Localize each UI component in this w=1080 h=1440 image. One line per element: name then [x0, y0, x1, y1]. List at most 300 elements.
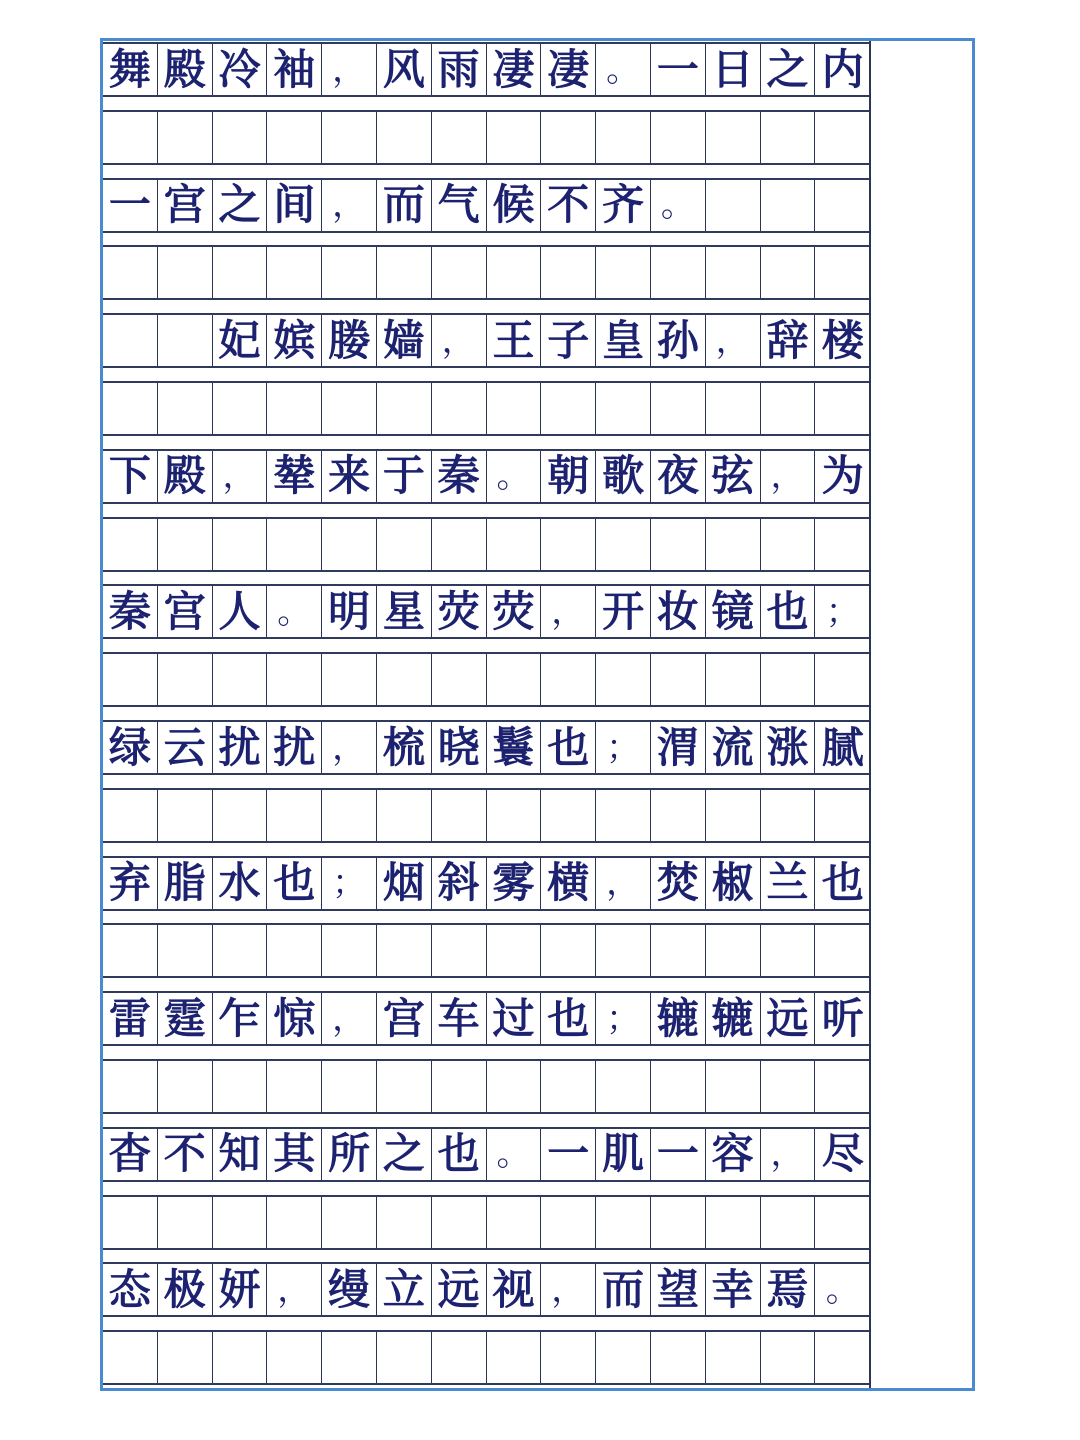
character-cell: 腻: [821, 722, 864, 772]
character-cell: 皇: [596, 315, 651, 366]
character-cell: 雾: [487, 858, 542, 909]
character-cell: 于: [377, 451, 432, 502]
blank-row: [103, 517, 871, 572]
empty-cell: [596, 383, 651, 434]
empty-cell: [158, 112, 213, 163]
empty-cell: [267, 1197, 322, 1248]
empty-cell: [267, 1332, 322, 1383]
character-cell: 嫔: [267, 315, 322, 366]
character-cell: 极: [158, 1264, 213, 1315]
character-cell: 绿: [103, 722, 158, 773]
character-cell: 烟: [377, 858, 432, 909]
character-cell: 凄: [541, 44, 596, 95]
text-row: [103, 1127, 871, 1182]
character-cell: 开: [596, 586, 651, 637]
empty-cell: [541, 112, 596, 163]
blank-row: [103, 245, 871, 300]
empty-cell: [213, 247, 268, 298]
empty-cell: [103, 112, 158, 163]
character-cell: 弃: [103, 858, 158, 909]
blank-row: [103, 923, 871, 978]
empty-cell: [432, 790, 487, 841]
empty-cell: [158, 1332, 213, 1383]
character-cell: 斜: [432, 858, 487, 909]
empty-cell: [377, 112, 432, 163]
character-cell: 齐: [596, 180, 651, 231]
empty-cell: [213, 112, 268, 163]
empty-cell: [103, 1332, 158, 1383]
empty-cell: [706, 925, 761, 976]
character-cell: 镜: [706, 586, 761, 637]
text-row: [103, 856, 871, 911]
blank-row: [103, 110, 871, 165]
character-cell: 凄: [487, 44, 542, 95]
empty-cell: [541, 383, 596, 434]
empty-cell: [541, 1061, 596, 1112]
empty-cell: [596, 247, 651, 298]
character-cell: 而: [596, 1264, 651, 1315]
empty-cell: [541, 519, 596, 570]
empty-cell: [651, 925, 706, 976]
empty-cell: [651, 247, 706, 298]
character-cell: 视: [487, 1264, 542, 1315]
character-grid: [103, 41, 871, 1388]
empty-cell: [815, 1061, 870, 1112]
empty-cell: [213, 1332, 268, 1383]
empty-cell: [377, 790, 432, 841]
text-row: [103, 1262, 871, 1317]
empty-cell: [432, 925, 487, 976]
empty-cell: [158, 654, 213, 705]
empty-cell: [487, 112, 542, 163]
empty-cell: [815, 180, 870, 231]
empty-cell: [158, 315, 213, 366]
empty-cell: [213, 790, 268, 841]
empty-cell: [213, 383, 268, 434]
empty-cell: [706, 180, 761, 231]
empty-cell: [322, 1061, 377, 1112]
empty-cell: [213, 654, 268, 705]
character-cell: 宫: [158, 180, 213, 231]
empty-cell: [487, 925, 542, 976]
character-cell: 孙: [651, 315, 706, 366]
character-cell: 气: [432, 180, 487, 231]
empty-cell: [541, 1332, 596, 1383]
character-cell: 惊: [267, 993, 322, 1044]
character-cell: 鬟: [487, 722, 542, 773]
blank-row: [103, 788, 871, 843]
empty-cell: [487, 790, 542, 841]
character-cell: 焉: [761, 1264, 816, 1315]
character-cell: 之: [213, 180, 268, 231]
empty-cell: [377, 1061, 432, 1112]
empty-cell: [322, 1332, 377, 1383]
empty-cell: [322, 790, 377, 841]
character-cell: 杳: [103, 1129, 158, 1180]
character-cell: 也: [541, 722, 596, 773]
character-cell: 一: [103, 180, 158, 231]
empty-cell: [487, 1197, 542, 1248]
empty-cell: [103, 247, 158, 298]
empty-cell: [761, 925, 816, 976]
empty-cell: [267, 1061, 322, 1112]
empty-cell: [487, 519, 542, 570]
character-cell: 辘: [706, 993, 761, 1044]
character-cell: 渭: [651, 722, 706, 773]
character-cell: 间: [267, 180, 322, 231]
punctuation-cell: 。: [651, 180, 706, 231]
character-cell: 一: [541, 1129, 596, 1180]
character-cell: 宫: [158, 586, 213, 637]
empty-cell: [651, 654, 706, 705]
punctuation-cell: 。: [825, 1269, 860, 1310]
character-cell: 椒: [706, 858, 761, 909]
empty-cell: [815, 519, 870, 570]
empty-cell: [158, 1061, 213, 1112]
empty-cell: [596, 1332, 651, 1383]
character-cell: 容: [706, 1129, 761, 1180]
punctuation-cell: ，: [213, 451, 268, 502]
empty-cell: [432, 1061, 487, 1112]
text-row: [103, 313, 871, 368]
character-cell: 态: [103, 1264, 158, 1315]
character-cell: 妃: [213, 315, 268, 366]
punctuation-cell: ；: [596, 993, 651, 1044]
character-cell: 晓: [432, 722, 487, 773]
empty-cell: [815, 1332, 870, 1383]
empty-cell: [158, 519, 213, 570]
character-cell: 星: [377, 586, 432, 637]
punctuation-cell: ，: [322, 180, 377, 231]
empty-cell: [596, 112, 651, 163]
empty-cell: [651, 519, 706, 570]
punctuation-cell: 。: [596, 44, 651, 95]
blank-row: [103, 1330, 871, 1385]
empty-cell: [706, 654, 761, 705]
blank-row: [103, 1059, 871, 1114]
empty-cell: [761, 790, 816, 841]
empty-cell: [815, 654, 870, 705]
empty-cell: [596, 925, 651, 976]
character-cell: 夜: [651, 451, 706, 502]
character-cell: 风: [377, 44, 432, 95]
character-cell: 兰: [761, 858, 816, 909]
character-cell: 之: [761, 44, 816, 95]
character-cell: 霆: [158, 993, 213, 1044]
character-cell: 不: [158, 1129, 213, 1180]
blank-row: [103, 381, 871, 436]
character-cell: 也: [267, 858, 322, 909]
empty-cell: [487, 654, 542, 705]
empty-cell: [432, 654, 487, 705]
empty-cell: [103, 1061, 158, 1112]
empty-cell: [706, 1332, 761, 1383]
empty-cell: [815, 925, 870, 976]
empty-cell: [377, 247, 432, 298]
empty-cell: [596, 1197, 651, 1248]
punctuation-cell: 。: [487, 451, 542, 502]
character-cell: 焚: [651, 858, 706, 909]
empty-cell: [761, 654, 816, 705]
punctuation-cell: 。: [267, 586, 322, 637]
character-cell: 内: [821, 44, 864, 94]
punctuation-cell: ，: [322, 44, 377, 95]
text-row: [103, 991, 871, 1046]
punctuation-cell: ，: [541, 1264, 596, 1315]
character-cell: 候: [487, 180, 542, 231]
text-row: [103, 178, 871, 233]
punctuation-cell: ，: [322, 722, 377, 773]
character-cell: 明: [322, 586, 377, 637]
empty-cell: [213, 1197, 268, 1248]
empty-cell: [377, 925, 432, 976]
empty-cell: [322, 925, 377, 976]
character-cell: 望: [651, 1264, 706, 1315]
character-cell: 妍: [213, 1264, 268, 1315]
punctuation-cell: 。: [487, 1129, 542, 1180]
empty-cell: [596, 519, 651, 570]
empty-cell: [322, 1197, 377, 1248]
character-cell: 宫: [377, 993, 432, 1044]
empty-cell: [596, 654, 651, 705]
empty-cell: [103, 925, 158, 976]
empty-cell: [541, 654, 596, 705]
character-cell: 人: [213, 586, 268, 637]
punctuation-cell: ，: [761, 451, 816, 502]
empty-cell: [651, 1197, 706, 1248]
punctuation-cell: ；: [596, 722, 651, 773]
character-cell: 媵: [322, 315, 377, 366]
character-cell: 幸: [706, 1264, 761, 1315]
empty-cell: [377, 654, 432, 705]
empty-cell: [541, 247, 596, 298]
punctuation-cell: ，: [761, 1129, 816, 1180]
character-cell: 王: [487, 315, 542, 366]
empty-cell: [267, 519, 322, 570]
character-cell: 子: [541, 315, 596, 366]
empty-cell: [322, 383, 377, 434]
empty-cell: [213, 519, 268, 570]
character-cell: 朝: [541, 451, 596, 502]
empty-cell: [761, 1197, 816, 1248]
character-cell: 歌: [596, 451, 651, 502]
empty-cell: [815, 383, 870, 434]
empty-cell: [267, 790, 322, 841]
character-cell: 远: [761, 993, 816, 1044]
empty-cell: [322, 247, 377, 298]
character-cell: 辘: [651, 993, 706, 1044]
character-cell: 梳: [377, 722, 432, 773]
empty-cell: [487, 1061, 542, 1112]
character-cell: 所: [322, 1129, 377, 1180]
empty-cell: [761, 519, 816, 570]
empty-cell: [103, 519, 158, 570]
character-cell: 荧: [432, 586, 487, 637]
character-cell: 殿: [158, 451, 213, 502]
empty-cell: [706, 112, 761, 163]
empty-cell: [596, 790, 651, 841]
character-cell: 秦: [103, 586, 158, 637]
character-cell: 肌: [596, 1129, 651, 1180]
empty-cell: [432, 247, 487, 298]
empty-cell: [651, 112, 706, 163]
empty-cell: [267, 654, 322, 705]
empty-cell: [761, 1332, 816, 1383]
character-cell: 缦: [322, 1264, 377, 1315]
empty-cell: [267, 112, 322, 163]
character-cell: 雷: [103, 993, 158, 1044]
empty-cell: [432, 112, 487, 163]
character-cell: 辞: [761, 315, 816, 366]
character-cell: 横: [541, 858, 596, 909]
text-row: [103, 584, 871, 639]
empty-cell: [158, 383, 213, 434]
character-cell: 舞: [103, 44, 158, 95]
blank-row: [103, 1195, 871, 1250]
empty-cell: [487, 247, 542, 298]
empty-cell: [432, 383, 487, 434]
character-cell: 弦: [706, 451, 761, 502]
character-cell: 之: [377, 1129, 432, 1180]
text-row: [103, 42, 871, 97]
punctuation-cell: ，: [267, 1264, 322, 1315]
character-cell: 扰: [267, 722, 322, 773]
character-cell: 扰: [213, 722, 268, 773]
empty-cell: [377, 1197, 432, 1248]
empty-cell: [761, 247, 816, 298]
empty-cell: [541, 1197, 596, 1248]
character-cell: 涨: [761, 722, 816, 773]
empty-cell: [651, 1061, 706, 1112]
character-cell: 来: [322, 451, 377, 502]
character-cell: 辇: [267, 451, 322, 502]
empty-cell: [377, 1332, 432, 1383]
empty-cell: [432, 1197, 487, 1248]
empty-cell: [815, 247, 870, 298]
empty-cell: [322, 519, 377, 570]
character-cell: 雨: [432, 44, 487, 95]
character-cell: 其: [267, 1129, 322, 1180]
punctuation-cell: ，: [596, 858, 651, 909]
character-cell: 云: [158, 722, 213, 773]
character-cell: 而: [377, 180, 432, 231]
character-cell: 也: [821, 858, 864, 908]
character-cell: 不: [541, 180, 596, 231]
empty-cell: [706, 790, 761, 841]
empty-cell: [158, 790, 213, 841]
empty-cell: [103, 315, 158, 366]
empty-cell: [761, 180, 816, 231]
character-cell: 一: [651, 44, 706, 95]
empty-cell: [158, 247, 213, 298]
punctuation-cell: ，: [322, 993, 377, 1044]
punctuation-cell: ；: [322, 858, 377, 909]
empty-cell: [432, 519, 487, 570]
empty-cell: [103, 1197, 158, 1248]
empty-cell: [706, 519, 761, 570]
character-cell: 也: [541, 993, 596, 1044]
empty-cell: [377, 383, 432, 434]
empty-cell: [761, 383, 816, 434]
character-cell: 知: [213, 1129, 268, 1180]
character-cell: 过: [487, 993, 542, 1044]
empty-cell: [651, 1332, 706, 1383]
character-cell: 殿: [158, 44, 213, 95]
character-cell: 妆: [651, 586, 706, 637]
empty-cell: [815, 790, 870, 841]
empty-cell: [487, 1332, 542, 1383]
empty-cell: [322, 112, 377, 163]
text-row: [103, 449, 871, 504]
empty-cell: [706, 247, 761, 298]
blank-row: [103, 652, 871, 707]
character-cell: 也: [432, 1129, 487, 1180]
character-cell: 一: [651, 1129, 706, 1180]
empty-cell: [815, 112, 870, 163]
empty-cell: [761, 1061, 816, 1112]
character-cell: 听: [821, 993, 864, 1043]
text-row: [103, 720, 871, 775]
punctuation-cell: ，: [541, 586, 596, 637]
character-cell: 日: [706, 44, 761, 95]
empty-cell: [377, 519, 432, 570]
empty-cell: [213, 1061, 268, 1112]
margin-divider-line: [869, 41, 871, 1388]
punctuation-cell: ，: [706, 315, 761, 366]
punctuation-cell: ，: [432, 315, 487, 366]
character-cell: 水: [213, 858, 268, 909]
empty-cell: [706, 1061, 761, 1112]
punctuation-cell: ；: [825, 591, 860, 632]
empty-cell: [267, 925, 322, 976]
empty-cell: [487, 383, 542, 434]
character-cell: 荧: [487, 586, 542, 637]
empty-cell: [103, 790, 158, 841]
character-cell: 为: [821, 451, 864, 501]
character-cell: 嫱: [377, 315, 432, 366]
grid-paper-sheet: [100, 38, 975, 1391]
empty-cell: [596, 1061, 651, 1112]
empty-cell: [213, 925, 268, 976]
empty-cell: [432, 1332, 487, 1383]
character-cell: 立: [377, 1264, 432, 1315]
empty-cell: [103, 654, 158, 705]
empty-cell: [158, 1197, 213, 1248]
character-cell: 冷: [213, 44, 268, 95]
character-cell: 远: [432, 1264, 487, 1315]
empty-cell: [267, 247, 322, 298]
empty-cell: [651, 790, 706, 841]
empty-cell: [706, 1197, 761, 1248]
character-cell: 车: [432, 993, 487, 1044]
empty-cell: [541, 790, 596, 841]
character-cell: 乍: [213, 993, 268, 1044]
empty-cell: [267, 383, 322, 434]
character-cell: 也: [761, 586, 816, 637]
empty-cell: [541, 925, 596, 976]
character-cell: 下: [103, 451, 158, 502]
character-cell: 袖: [267, 44, 322, 95]
empty-cell: [158, 925, 213, 976]
character-cell: 秦: [432, 451, 487, 502]
empty-cell: [651, 383, 706, 434]
character-cell: 流: [706, 722, 761, 773]
empty-cell: [322, 654, 377, 705]
character-cell: 楼: [821, 315, 864, 365]
empty-cell: [103, 383, 158, 434]
character-cell: 尽: [821, 1129, 864, 1179]
empty-cell: [761, 112, 816, 163]
